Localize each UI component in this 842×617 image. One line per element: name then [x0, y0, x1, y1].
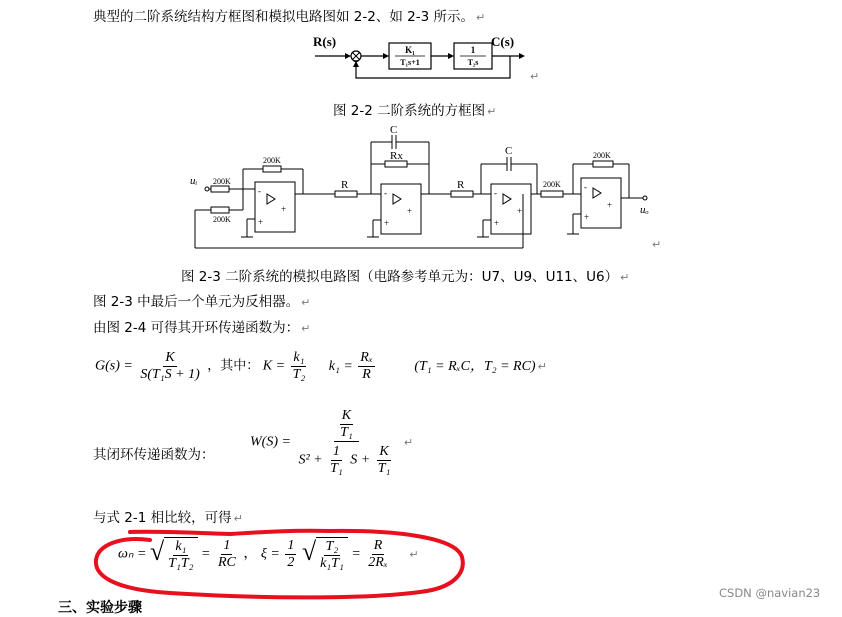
k1-fraction: $\frac{\text{Rₓ}}{R}$ [360, 350, 373, 382]
c1-label: C [390, 124, 398, 136]
paragraph-mark-icon: ↵ [652, 238, 662, 251]
w-fraction: $\frac{K}{\text{T₁}}$ S² + $\frac{1}{\text{T₁}}$ S + $\frac{K}{\text{T₁}}$ [298, 408, 391, 476]
sqrt-icon: √ $\frac{\text{T₂}}{\text{k₁T₁}}$ [302, 537, 348, 572]
paragraph-mark-icon: ↵ [475, 11, 486, 24]
line-open-loop: 由图 2-4 可得其开环传递函数为： ↵ [93, 320, 311, 336]
line-compare: 与式 2-1 相比较，可得 ↵ [93, 510, 243, 526]
svg-text:-: - [258, 186, 261, 196]
svg-text:+: + [258, 217, 264, 227]
g-fraction: $\frac{K}{\text{S(T₁S + 1)}}$ [140, 350, 200, 382]
eq-result: ωₙ = √ $\frac{\text{k₁}}{\text{T₁T₂}}$ = $\frac{1}{RC}$ ， ξ = $\frac{1}{2}$ √ $\frac{\text{T₂}}{\text{k₁T₁}}$ = $\frac{R}{\text{2Rₓ}}$ ↵ [118, 537, 419, 571]
input-label: R(s) [313, 34, 337, 49]
svg-text:+: + [384, 218, 390, 228]
svg-text:+: + [281, 204, 287, 214]
intro-line [93, 5, 485, 25]
output-label: C(s) [491, 34, 515, 49]
svg-text:-: - [494, 188, 497, 198]
svg-text:+: + [407, 206, 413, 216]
eq-closed-loop: W(S) = $\frac{K}{\text{T₁}}$ S² + $\frac{1}{\text{T₁}}$ S + $\frac{K}{\text{T₁}}$ ↵ [250, 408, 414, 476]
c2-label: C [505, 145, 513, 157]
r200k-s4in-label: 200K [543, 180, 561, 189]
eq-open-loop: G(s) = $\frac{K}{\text{S(T₁S + 1)}}$ ，其中： K = $\frac{\text{k₁}}{\text{T₂}}$ k₁ = $\frac{\text{Rₓ}}{R}$ (T₁ = RₓC，T₂ = RC) ↵ [95, 350, 547, 382]
r200k-s4fb-label: 200K [593, 151, 611, 160]
svg-text:+: + [517, 206, 523, 216]
uo-label: uₒ [640, 204, 649, 216]
r200k-in-label: 200K [213, 177, 231, 186]
svg-text:-: - [584, 182, 587, 192]
bottom-partial-heading: 三、实验步骤 [58, 600, 142, 616]
r200k-s1-label: 200K [263, 156, 281, 165]
line-last-unit: 图 2-3 中最后一个单元为反相器。 ↵ [93, 294, 311, 310]
line-closed-loop: 其闭环传递函数为： [93, 447, 215, 463]
ui-label: uᵢ [190, 175, 198, 187]
r200k-fb-label: 200K [213, 215, 231, 224]
block1-num: K₁ [405, 45, 415, 55]
svg-text:+: + [494, 218, 500, 228]
paragraph-mark-icon: ↵ [530, 70, 540, 83]
block2-den: T₂s [467, 58, 479, 67]
circuit-diagram [185, 122, 655, 254]
block1-den: T₁s+1 [400, 58, 420, 67]
sqrt-icon: √ $\frac{\text{k₁}}{\text{T₁T₂}}$ [150, 537, 198, 572]
r1-label: R [341, 179, 349, 191]
rx-label: Rx [390, 150, 403, 162]
watermark: CSDN @navian23 [719, 586, 821, 600]
r2-label: R [457, 179, 465, 191]
k-fraction: $\frac{\text{k₁}}{\text{T₂}}$ [292, 350, 306, 382]
intro-text: 典型的二阶系统结构方框图和模拟电路图如 2-2、如 2-3 所示。 [93, 9, 474, 25]
fig22-caption: 图 2-2 二阶系统的方框图 ↵ [333, 103, 497, 119]
svg-text:+: + [584, 212, 590, 222]
svg-text:-: - [384, 188, 387, 198]
fig23-caption: 图 2-3 二阶系统的模拟电路图（电路参考单元为：U7、U9、U11、U6） ↵ [181, 269, 630, 285]
block2-num: 1 [470, 45, 476, 55]
block-diagram [305, 32, 535, 86]
svg-text:+: + [607, 200, 613, 210]
